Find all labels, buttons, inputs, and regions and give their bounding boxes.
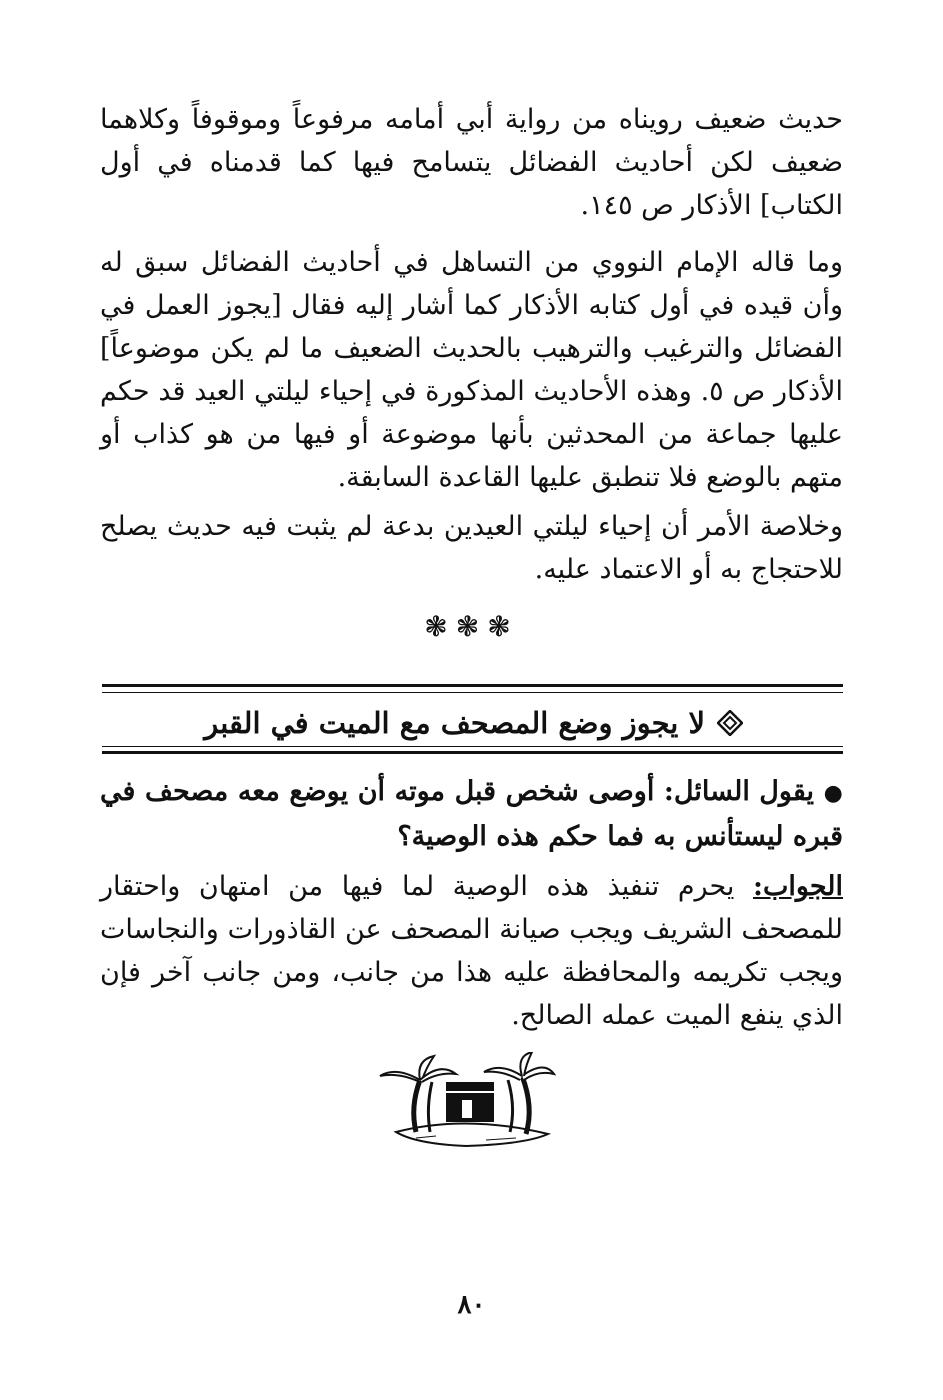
question-text: يقول السائل: أوصى شخص قبل موته أن يوضع معه مصحف في قبره ليستأنس به فما حكم هذه الوصية؟	[100, 776, 843, 852]
paragraph-2: وما قاله الإمام النووي من التساهل في أحاديث الفضائل سبق له وأن قيده في أول كتابه الأذكار كما أشار إليه فقال [يجوز العمل في الفضائل والترغيب والترهيب بالحديث الضعيف ما لم يكن موضوعاً] الأذكار ص ٥. وهذه الأحاديث المذكورة في إحياء ليلتي العيد قد حكم عليها جماعة من المحدثين بأنها موضوعة أو فيها من هو كذاب أو متهم بالوضع فلا تنطبق عليها القاعدة السابقة.	[100, 247, 843, 493]
answer-label: الجواب:	[753, 871, 843, 902]
section-divider-ornament: ❃❃❃	[424, 610, 519, 643]
paragraph-3: وخلاصة الأمر أن إحياء ليلتي العيدين بدعة لم يثبت فيه حديث يصلح للاحتجاج به أو الاعتماد عليه.	[100, 511, 843, 585]
diamond-bullet-icon	[717, 710, 743, 736]
question-paragraph	[100, 770, 843, 858]
answer-paragraph	[100, 865, 843, 1037]
section-title: لا يجوز وضع المصحف مع الميت في القبر	[204, 706, 705, 740]
heading-top-rule-thick	[102, 684, 843, 687]
question-bullet: ●	[823, 780, 843, 806]
heading-bottom-rule-thin	[102, 746, 843, 747]
paragraph-1: حديث ضعيف رويناه من رواية أبي أمامه مرفوعاً وموقوفاً وكلاهما ضعيف لكن أحاديث الفضائل يتسامح فيها كما قدمناه في أول الكتاب] الأذكار ص ١٤٥.	[100, 104, 843, 221]
heading-top-rule-thin	[102, 692, 843, 693]
answer-text: يحرم تنفيذ هذه الوصية لما فيها من امتهان واحتقار للمصحف الشريف ويجب صيانة المصحف عن القاذورات والنجاسات ويجب تكريمه والمحافظة عليه هذا من جانب، ومن جانب آخر فإن الذي ينفع الميت عمله الصالح.	[100, 871, 843, 1031]
page-number: ٨٠	[457, 1290, 486, 1320]
heading-bottom-rule-thick	[102, 751, 843, 754]
kaaba-palm-trees-icon	[376, 1052, 556, 1148]
section-heading	[100, 700, 843, 746]
